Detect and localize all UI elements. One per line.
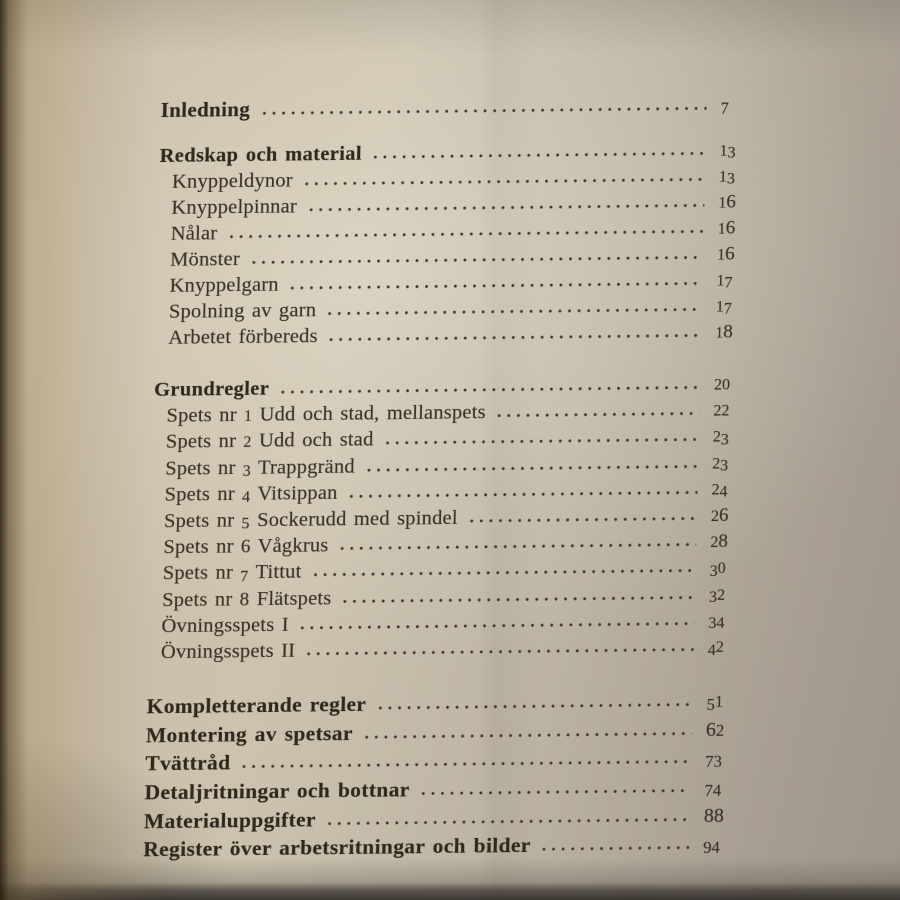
toc-entry-page: 16 — [717, 217, 736, 239]
toc-entry-label: Inledning — [160, 96, 251, 123]
toc-entry-page: 16 — [716, 243, 735, 265]
toc-entry-label: Spets nr 3 Trappgränd — [165, 455, 356, 481]
toc-entry-page: 73 — [704, 751, 723, 771]
toc-entry-label: Spets nr 2 Udd och stad — [165, 429, 374, 454]
dot-leader — [371, 151, 706, 160]
dot-leader — [495, 411, 700, 418]
toc-entry-label: Grundregler — [153, 377, 270, 402]
toc-entry-label: Spets nr 1 Udd och stad, mellanspets — [166, 401, 487, 428]
toc-entry-label: Montering av spetsar — [145, 720, 354, 748]
toc-entry-label: Nålar — [170, 222, 218, 245]
toc-entry-label: Övningsspets I — [161, 613, 290, 637]
toc-entry-page: 13 — [718, 168, 736, 189]
toc-entry-label: Spets nr 4 Vitsippan — [164, 481, 338, 507]
toc-entry-page: 88 — [703, 804, 725, 827]
toc-entry-label: Övningsspets II — [160, 639, 296, 664]
toc-entry-page: 13 — [719, 142, 736, 163]
toc-entry — [160, 91, 769, 124]
toc-entry — [143, 830, 752, 866]
toc-entry-label: Redskap och material — [159, 142, 363, 168]
toc-entry-label: Arbetet förbereds — [168, 325, 318, 349]
dot-leader — [419, 788, 691, 796]
toc-group — [148, 371, 763, 666]
dot-leader — [298, 621, 695, 631]
toc-entry-label: Mönster — [169, 248, 241, 271]
toc-entry-page: 30 — [709, 560, 726, 580]
toc-group — [155, 137, 768, 352]
dot-leader — [302, 177, 705, 187]
toc-entry-label: Spets nr 8 Flätspets — [161, 586, 332, 611]
dot-leader — [340, 595, 695, 604]
toc-entry-page: 16 — [718, 191, 737, 213]
dot-leader — [306, 203, 705, 213]
toc-entry-page: 32 — [708, 586, 726, 606]
toc-entry-label: Register över arbetsritningar och bilder — [143, 833, 532, 862]
toc-entry-page: 34 — [708, 614, 725, 633]
toc-entry-label: Detaljritningar och bottnar — [144, 777, 410, 805]
toc-entry-page: 20 — [713, 376, 731, 394]
dot-leader — [347, 490, 698, 499]
toc-entry-page: 17 — [715, 298, 733, 319]
toc-entry-label: Materialuppgifter — [143, 806, 317, 833]
toc-entry-page: 26 — [710, 504, 729, 526]
dot-leader — [364, 464, 698, 473]
dot-leader — [325, 817, 690, 826]
toc-entry-page: 62 — [705, 718, 725, 741]
toc-entry-page: 17 — [716, 272, 733, 293]
toc-entry-page: 23 — [711, 455, 729, 475]
dot-leader — [259, 106, 707, 116]
toc-entry-label: Spolning av garn — [168, 299, 317, 323]
toc-entry-label: Knyppelgarn — [169, 273, 280, 297]
toc-entry-label: Knyppelpinnar — [171, 195, 298, 219]
toc-entry-label: Spets nr 6 Vågkrus — [163, 534, 329, 559]
toc-group — [143, 687, 755, 866]
toc-entry-page: 94 — [702, 837, 721, 857]
toc-entry-page: 51 — [706, 691, 724, 714]
toc-entry-page: 22 — [713, 402, 730, 420]
dot-leader — [310, 568, 695, 577]
toc-entry-label: Spets nr 7 Tittut — [162, 560, 302, 586]
toc-entry-page: 7 — [720, 98, 729, 118]
dot-leader — [278, 385, 700, 395]
toc-entry — [148, 633, 757, 666]
toc-entry-page: 28 — [710, 530, 729, 552]
dot-leader — [375, 702, 692, 711]
dot-leader — [337, 542, 696, 551]
dot-leader — [362, 731, 692, 740]
toc-entry-label: Kompletterande regler — [146, 691, 367, 719]
toc-entry-page: 18 — [715, 321, 734, 343]
toc-entry — [155, 319, 764, 352]
toc-entry-page: 74 — [704, 780, 722, 800]
toc-entry-page: 24 — [711, 481, 728, 501]
dot-leader — [540, 845, 690, 852]
dot-leader — [467, 516, 697, 524]
toc-entry-label: Spets nr 5 Sockerudd med spindel — [163, 506, 459, 533]
toc-entry-label: Tvättråd — [145, 750, 231, 776]
toc-entry-label: Knyppeldynor — [171, 169, 294, 193]
toc-entry-page: 42 — [707, 638, 725, 659]
table-of-contents — [143, 91, 769, 865]
dot-leader — [327, 333, 702, 342]
dot-leader — [288, 281, 703, 291]
toc-entry-page: 23 — [712, 429, 729, 449]
dot-leader — [239, 759, 691, 769]
dot-leader — [226, 229, 704, 239]
toc-group — [160, 91, 769, 124]
dot-leader — [304, 647, 694, 656]
dot-leader — [325, 307, 702, 316]
dot-leader — [249, 255, 703, 265]
dot-leader — [382, 437, 698, 446]
